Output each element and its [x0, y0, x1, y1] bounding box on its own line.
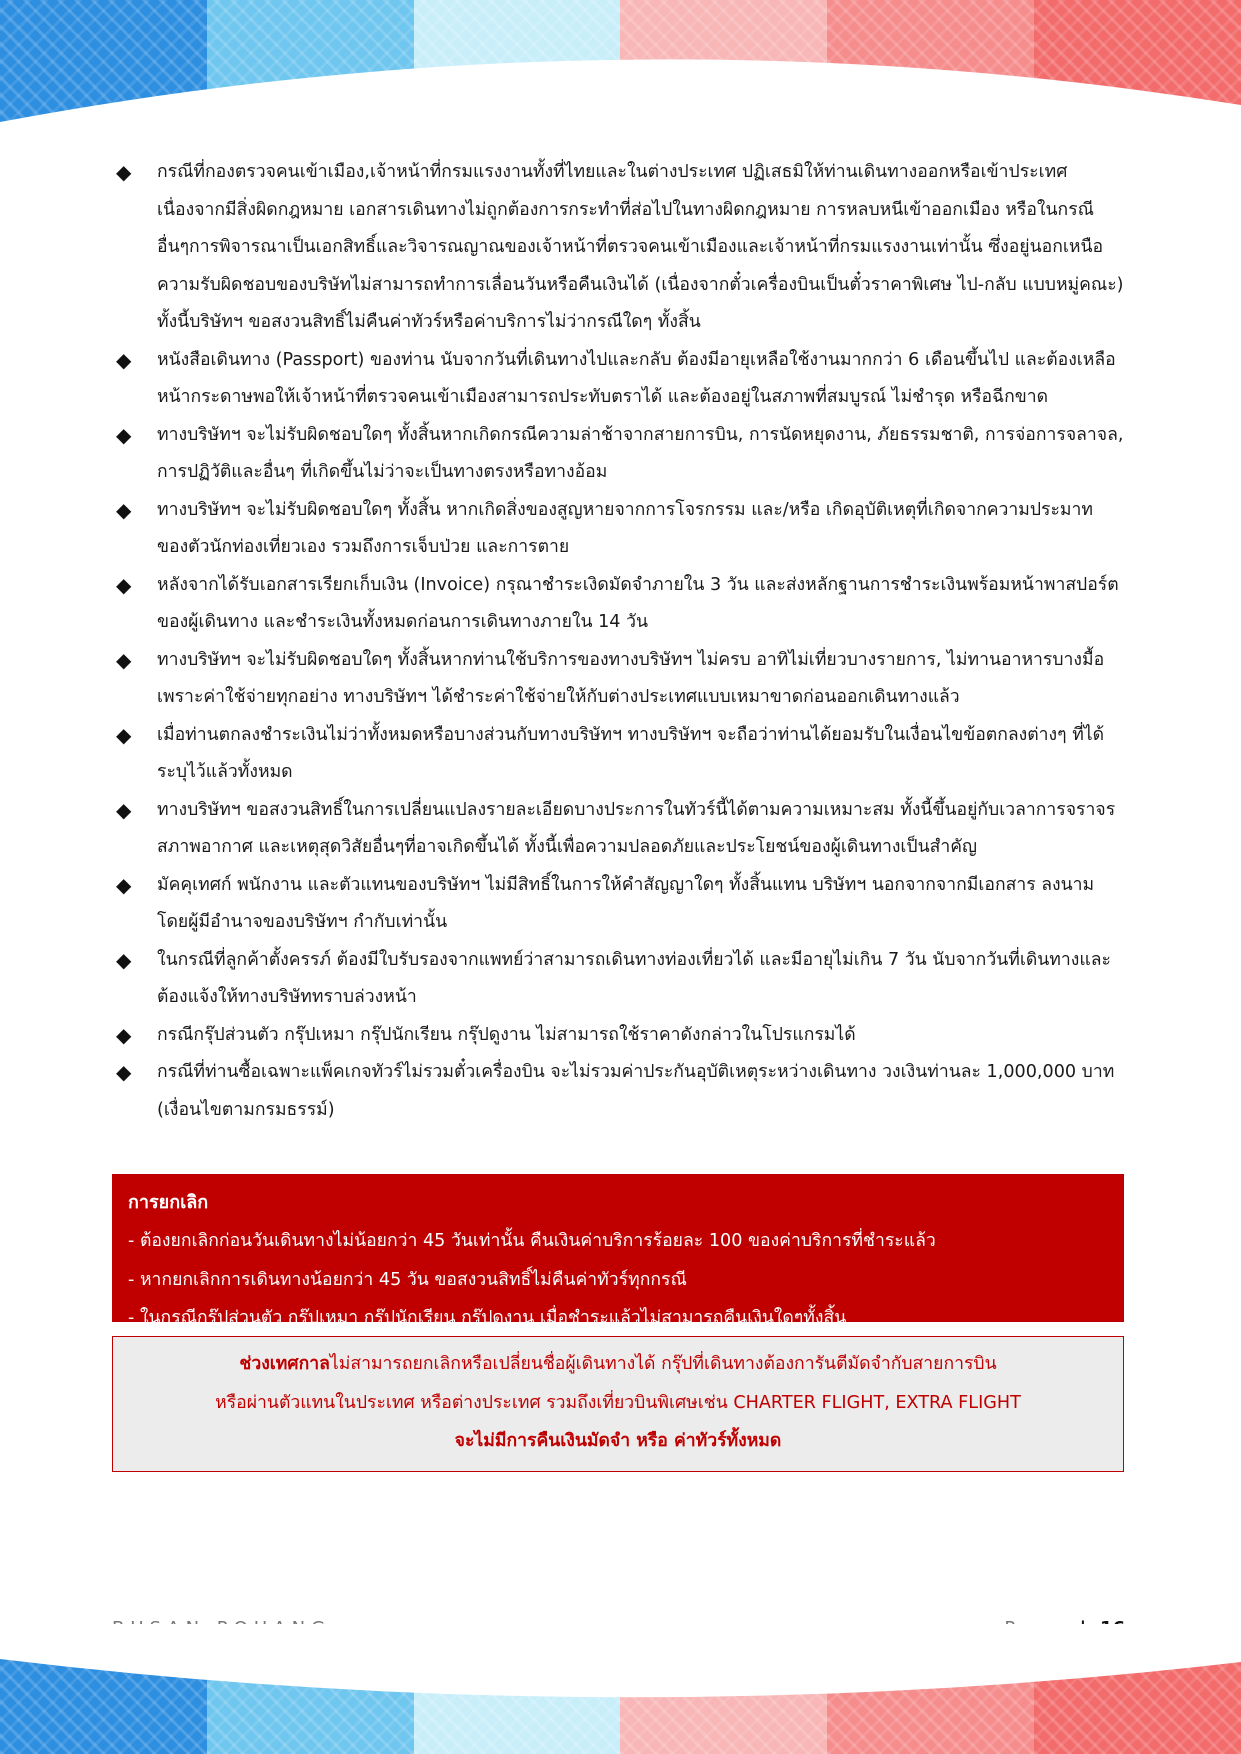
list-item [112, 1017, 1124, 1055]
diamond-bullet-icon: ◆ [116, 497, 132, 522]
diamond-bullet-icon: ◆ [116, 647, 132, 672]
holiday-notice-text: ไม่สามารถยกเลิกหรือเปลี่ยนชื่อผู้เดินทางได้ กรุ๊ปที่เดินทางต้องการันตีมัดจำกับสายการบิน [329, 1354, 997, 1374]
bottom-decorative-band [0, 1624, 1241, 1754]
holiday-notice-heading: ช่วงเทศกาล [239, 1354, 330, 1374]
conditions-list [112, 154, 1124, 1129]
list-item-text: มัคคุเทศก์ พนักงาน และตัวแทนของบริษัทฯ ไม่มีสิทธิ์ในการให้คำสัญญาใดๆ ทั้งสิ้นแทน บริษัทฯ นอกจากจากมีเอกสาร ลงนามโดยผู้มีอำนาจของบริษัทฯ กำกับเท่านั้น [157, 874, 1095, 932]
list-item-text: หนังสือเดินทาง (Passport) ของท่าน นับจากวันที่เดินทางไปและกลับ ต้องมีอายุเหลือใช้งานมากกว่า 6 เดือนขึ้นไป และต้องเหลือหน้ากระดาษพอให้เจ้าหน้าที่ตรวจคนเข้าเมืองสามารถประทับตราได้ และต้องอยู่ในสภาพที่สมบูรณ์ ไม่ชำรุด หรือฉีกขาด [157, 349, 1116, 407]
list-item-text: ทางบริษัทฯ จะไม่รับผิดชอบใดๆ ทั้งสิ้นหากท่านใช้บริการของทางบริษัทฯ ไม่ครบ อาทิไม่เที่ยวบางรายการ, ไม่ทานอาหารบางมื้อเพราะค่าใช้จ่ายทุกอย่าง ทางบริษัทฯ ได้ชำระค่าใช้จ่ายให้กับต่างประเทศแบบเหมาขาดก่อนออกเดินทางแล้ว [157, 649, 1105, 707]
diamond-bullet-icon: ◆ [116, 947, 132, 972]
list-item-text: ทางบริษัทฯ จะไม่รับผิดชอบใดๆ ทั้งสิ้น หากเกิดสิ่งของสูญหายจากการโจรกรรม และ/หรือ เกิดอุบัติเหตุที่เกิดจากความประมาทของตัวนักท่องเที่ยวเอง รวมถึงการเจ็บป่วย และการตาย [157, 499, 1093, 557]
cancellation-line: - หากยกเลิกการเดินทางน้อยกว่า 45 วัน ขอสงวนสิทธิ์ไม่คืนค่าทัวร์ทุกกรณี [128, 1269, 687, 1290]
list-item-text: กรณีที่กองตรวจคนเข้าเมือง,เจ้าหน้าที่กรมแรงงานทั้งที่ไทยและในต่างประเทศ ปฏิเสธมิให้ท่านเดินทางออกหรือเข้าประเทศ เนื่องจากมีสิ่งผิดกฎหมาย เอกสารเดินทางไม่ถูกต้องการกระทำที่ส่อไปในทางผิดกฎหมาย การหลบหนีเข้าออกเมือง หรือในกรณีอื่นๆการพิจารณาเป็นเอกสิทธิ์และวิจารณญาณของเจ้าหน้าที่ตรวจคนเข้าเมืองและเจ้าหน้าที่กรมแรงงานเท่านั้น ซึ่งอยู่นอกเหนือความรับผิดชอบของบริษัทไม่สามารถทำการเลื่อนวันหรือคืนเงินได้ (เนื่องจากตั๋วเครื่องบินเป็นตั๋วราคาพิเศษ ไป-กลับ แบบหมู่คณะ) ทั้งนี้บริษัทฯ ขอสงวนสิทธิ์ไม่คืนค่าทัวร์หรือค่าบริการไม่ว่ากรณีใดๆ ทั้งสิ้น [157, 162, 1124, 332]
list-item-text: เมื่อท่านตกลงชำระเงินไม่ว่าทั้งหมดหรือบางส่วนกับทางบริษัทฯ ทางบริษัทฯ จะถือว่าท่านได้ยอมรับในเงื่อนไขข้อตกลงต่างๆ ที่ได้ระบุไว้แล้วทั้งหมด [157, 724, 1105, 782]
list-item-text: หลังจากได้รับเอกสารเรียกเก็บเงิน (Invoice) กรุณาชำระเงิดมัดจำภายใน 3 วัน และส่งหลักฐานการชำระเงินพร้อมหน้าพาสปอร์ตของผู้เดินทาง และชำระเงินทั้งหมดก่อนการเดินทางภายใน 14 วัน [157, 574, 1119, 632]
list-item [112, 942, 1124, 1017]
diamond-bullet-icon: ◆ [116, 422, 132, 447]
list-item [112, 867, 1124, 942]
list-item [112, 717, 1124, 792]
diamond-bullet-icon: ◆ [116, 572, 132, 597]
diamond-bullet-icon: ◆ [116, 797, 132, 822]
holiday-notice-line [123, 1345, 1113, 1384]
main-content [112, 154, 1124, 1472]
diamond-bullet-icon: ◆ [116, 1022, 132, 1047]
list-item [112, 792, 1124, 867]
diamond-bullet-icon: ◆ [116, 722, 132, 747]
top-decorative-band [0, 0, 1241, 130]
holiday-notice-line: หรือผ่านตัวแทนในประเทศ หรือต่างประเทศ รวมถึงเที่ยวบินพิเศษเช่น CHARTER FLIGHT, EXTRA FLIGHT [215, 1392, 1021, 1413]
list-item [112, 642, 1124, 717]
list-item [112, 1054, 1124, 1129]
diamond-bullet-icon: ◆ [116, 347, 132, 372]
diamond-bullet-icon: ◆ [116, 1060, 132, 1084]
cancellation-line: - ในกรณีกรุ๊ปส่วนตัว กรุ๊ปเหมา กรุ๊ปนักเรียน กรุ๊ปดูงาน เมื่อชำระแล้วไม่สามารถคืนเงินใดๆทั้งสิ้น [128, 1308, 847, 1328]
list-item-text: ทางบริษัทฯ จะไม่รับผิดชอบใดๆ ทั้งสิ้นหากเกิดกรณีความล่าช้าจากสายการบิน, การนัดหยุดงาน, ภัยธรรมชาติ, การจ่อการจลาจล, การปฏิวัติและอื่นๆ ที่เกิดขึ้นไม่ว่าจะเป็นทางตรงหรือทางอ้อม [157, 424, 1124, 482]
cancellation-line: - ต้องยกเลิกก่อนวันเดินทางไม่น้อยกว่า 45 วันเท่านั้น คืนเงินค่าบริการร้อยละ 100 ของค่าบริการที่ชำระแล้ว [128, 1231, 936, 1251]
list-item [112, 492, 1124, 567]
diamond-bullet-icon: ◆ [116, 872, 132, 897]
diamond-bullet-icon: ◆ [116, 160, 132, 184]
list-item-text: ทางบริษัทฯ ขอสงวนสิทธิ์ในการเปลี่ยนแปลงรายละเอียดบางประการในทัวร์นี้ได้ตามความเหมาะสม ทั้งนี้ขึ้นอยู่กับเวลาการจราจร สภาพอากาศ และเหตุสุดวิสัยอื่นๆที่อาจเกิดขึ้นได้ ทั้งนี้เพื่อความปลอดภัยและประโยชน์ของผู้เดินทางเป็นสำคัญ [157, 799, 1116, 857]
list-item [112, 154, 1124, 342]
list-item-text: กรณีกรุ๊ปส่วนตัว กรุ๊ปเหมา กรุ๊ปนักเรียน กรุ๊ปดูงาน ไม่สามารถใช้ราคาดังกล่าวในโปรแกรมได้ [157, 1024, 856, 1045]
list-item [112, 417, 1124, 492]
cancellation-title: การยกเลิก [128, 1192, 209, 1213]
list-item [112, 567, 1124, 642]
list-item-text: กรณีที่ท่านซื้อเฉพาะแพ็คเกจทัวร์ไม่รวมตั๋วเครื่องบิน จะไม่รวมค่าประกันอุบัติเหตุระหว่างเดินทาง วงเงินท่านละ 1,000,000 บาท (เงื่อนไขตามกรมธรรม์) [157, 1062, 1115, 1120]
list-item-text: ในกรณีที่ลูกค้าตั้งครรภ์ ต้องมีใบรับรองจากแพทย์ว่าสามารถเดินทางท่องเที่ยวได้ และมีอายุไม่เกิน 7 วัน นับจากวันที่เดินทางและต้องแจ้งให้ทางบริษัททราบล่วงหน้า [157, 949, 1111, 1007]
holiday-notice-warning: จะไม่มีการคืนเงินมัดจำ หรือ ค่าทัวร์ทั้งหมด [454, 1431, 782, 1451]
cancellation-box [112, 1174, 1124, 1328]
holiday-notice-box [112, 1336, 1124, 1472]
list-item [112, 342, 1124, 417]
